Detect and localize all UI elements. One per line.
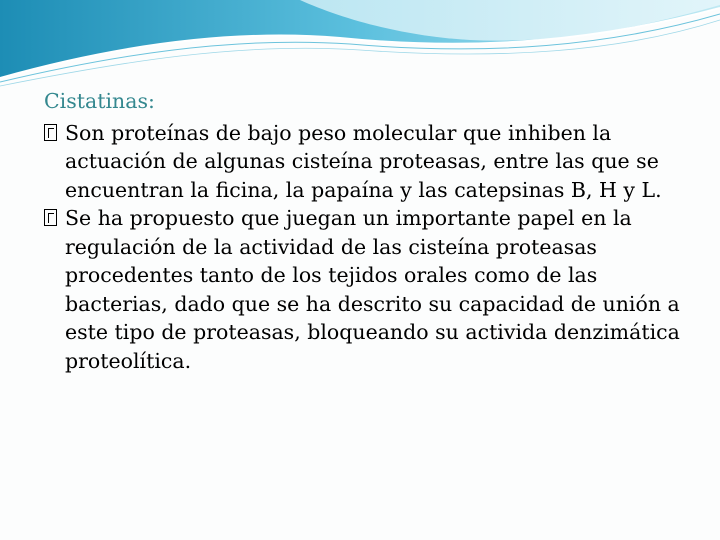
slide-heading: Cistatinas: [44,89,155,113]
bullet-item [44,119,684,205]
bullet-text: Se ha propuesto que juegan un importante papel en la regulación de la actividad de las cisteína proteasas procedentes tanto de los tejidos orales como de las bacterias, dado que se ha descrito su capacidad de unión a este tipo de proteasas, bloqueando su activida denzimática proteolítica. [65,206,680,373]
bullet-item [44,204,684,375]
slide-body [44,87,684,375]
missing-glyph-bullet-icon [44,209,57,226]
header-wave-decoration [0,0,720,90]
missing-glyph-bullet-icon [44,124,57,141]
bullet-text: Son proteínas de bajo peso molecular que inhiben la actuación de algunas cisteína proteasas, entre las que se encuentran la ficina, la papaína y las catepsinas B, H y L. [65,120,662,202]
